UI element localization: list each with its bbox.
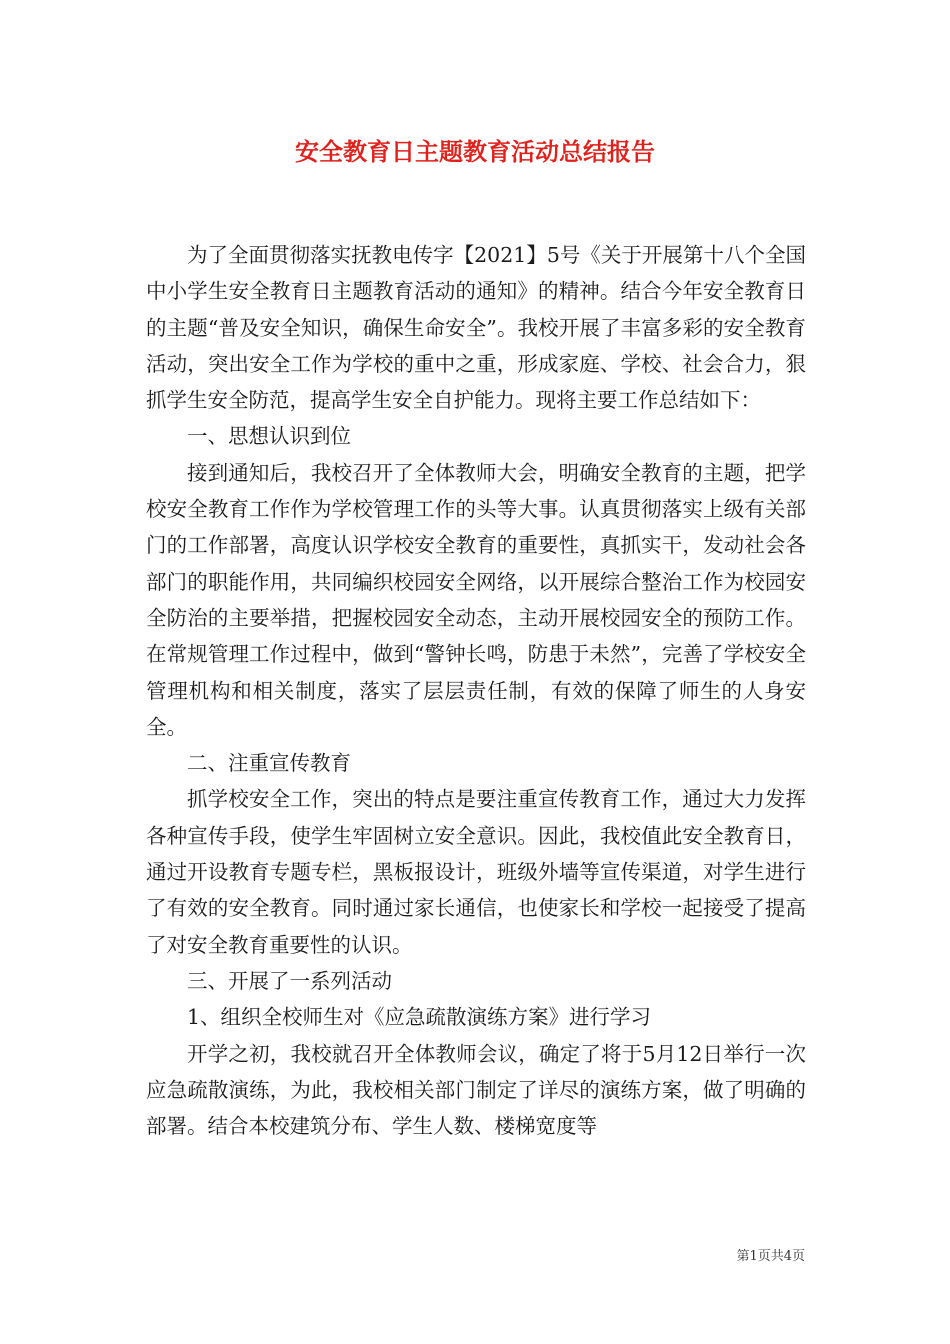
subsection-heading-1: 1、组织全校师生对《应急疏散演练方案》进行学习 [187, 1005, 652, 1030]
document-body [146, 237, 806, 1144]
document-title: 安全教育日主题教育活动总结报告 [295, 138, 655, 166]
section-2-paragraph: 抓学校安全工作，突出的特点是要注重宣传教育工作，通过大力发挥各种宣传手段，使学生牢固树立安全意识。因此，我校值此安全教育日，通过开设教育专题专栏，黑板报设计，班级外墙等宣传渠道，对学生进行了有效的安全教育。同时通过家长通信，也使家长和学校一起接受了提高了对安全教育重要性的认识。 [146, 787, 806, 957]
intro-paragraph: 为了全面贯彻落实抚教电传字【2021】5号《关于开展第十八个全国中小学生安全教育日主题教育活动的通知》的精神。结合今年安全教育日的主题“普及安全知识，确保生命安全”。我校开展了丰富多彩的安全教育活动，突出安全工作为学校的重中之重，形成家庭、学校、社会合力，狠抓学生安全防范，提高学生安全自护能力。现将主要工作总结如下： [146, 243, 806, 413]
subsection-1-paragraph: 开学之初，我校就召开全体教师会议，确定了将于5月12日举行一次应急疏散演练，为此，我校相关部门制定了详尽的演练方案，做了明确的部署。结合本校建筑分布、学生人数、楼梯宽度等 [146, 1041, 806, 1139]
section-heading-3: 三、开展了一系列活动 [187, 968, 392, 993]
section-heading-2: 二、注重宣传教育 [187, 751, 351, 776]
section-heading-1: 一、思想认识到位 [187, 424, 351, 449]
section-1-paragraph: 接到通知后，我校召开了全体教师大会，明确安全教育的主题，把学校安全教育工作作为学校管理工作的头等大事。认真贯彻落实上级有关部门的工作部署，高度认识学校安全教育的重要性，真抓实干，发动社会各部门的职能作用，共同编织校园安全网络，以开展综合整治工作为校园安全防治的主要举措，把握校园安全动态，主动开展校园安全的预防工作。在常规管理工作过程中，做到“警钟长鸣，防患于未然”，完善了学校安全管理机构和相关制度，落实了层层责任制，有效的保障了师生的人身安全。 [146, 460, 806, 739]
page-number: 第1页共4页 [736, 1249, 805, 1264]
